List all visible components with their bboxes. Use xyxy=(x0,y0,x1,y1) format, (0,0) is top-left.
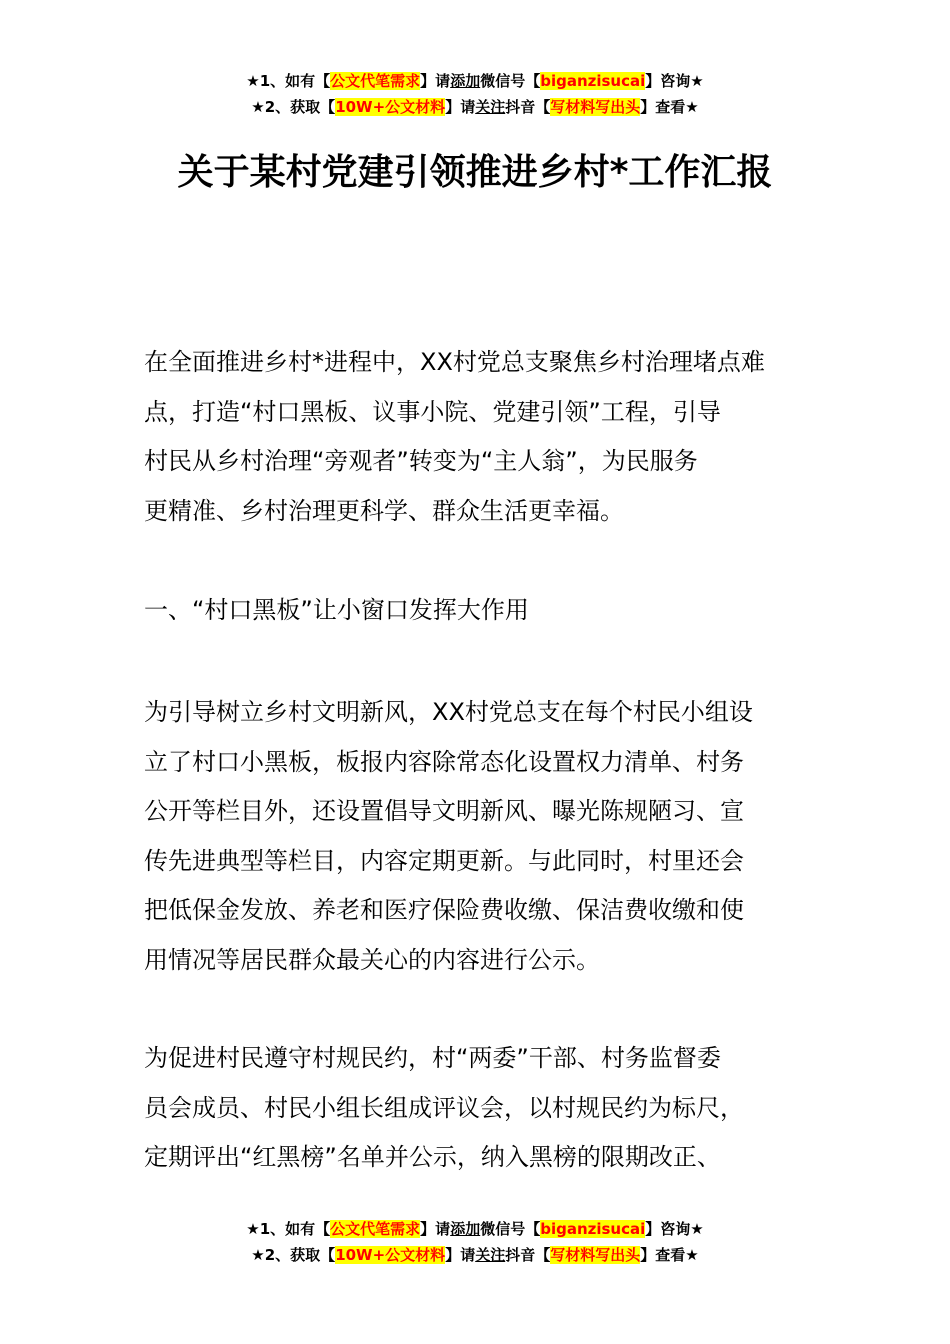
text-line: 员会成员、村民小组长组成评议会，以村规民约为标尺， xyxy=(144,1093,744,1122)
text-line: 把低保金发放、养老和医疗保险费收缴、保洁费收缴和使 xyxy=(144,896,744,924)
banner-underline: 关注 xyxy=(475,1246,506,1264)
banner-highlight: 10W+公文材料 xyxy=(335,1246,446,1264)
banner-douyin-id: 写材料写出头 xyxy=(550,98,641,116)
section-heading xyxy=(144,586,808,636)
text-line: 定期评出“红黑榜”名单并公示，纳入黑榜的限期改正、 xyxy=(144,1143,721,1171)
text-line: 立了村口小黑板，板报内容除常态化设置权力清单、村务 xyxy=(144,747,744,776)
text-line: 在全面推进乡村*进程中，XX村党总支聚焦乡村治理堵点难 xyxy=(144,348,765,376)
text-line: 传先进典型等栏目，内容定期更新。与此同时，村里还会 xyxy=(144,846,744,875)
text-line: 用情况等居民群众最关心的内容进行公示。 xyxy=(144,945,600,974)
banner-line-1: ★1、如有【公文代笔需求】请添加微信号【biganzisucai】咨询★ xyxy=(246,72,704,90)
banner-highlight: 10W+公文材料 xyxy=(335,98,446,116)
banner-highlight: 公文代笔需求 xyxy=(330,1220,421,1238)
text-line: 为促进村民遵守村规民约，村“两委”干部、村务监督委 xyxy=(144,1044,721,1072)
banner-douyin-id: 写材料写出头 xyxy=(550,1246,641,1264)
banner-underline: 关注 xyxy=(475,98,506,116)
banner-line-2: ★2、获取【10W+公文材料】请关注抖音【写材料写出头】查看★ xyxy=(251,98,699,116)
heading-text: 一、“村口黑板”让小窗口发挥大作用 xyxy=(144,596,529,624)
banner-underline: 添加 xyxy=(450,1220,481,1238)
paragraph-village-rules xyxy=(144,1034,808,1183)
header-banner xyxy=(0,68,950,120)
paragraph-intro xyxy=(144,338,808,536)
paragraph-blackboard xyxy=(144,688,808,985)
banner-highlight: 公文代笔需求 xyxy=(330,72,421,90)
text-line: 更精准、乡村治理更科学、群众生活更幸福。 xyxy=(144,496,624,525)
document-title: 关于某村党建引领推进乡村*工作汇报 xyxy=(177,152,773,193)
banner-wechat-id: biganzisucai xyxy=(540,1220,646,1238)
text-line: 为引导树立乡村文明新风，XX村党总支在每个村民小组设 xyxy=(144,698,753,726)
banner-wechat-id: biganzisucai xyxy=(540,72,646,90)
banner-underline: 添加 xyxy=(450,72,481,90)
banner-line-2: ★2、获取【10W+公文材料】请关注抖音【写材料写出头】查看★ xyxy=(251,1246,699,1264)
text-line: 公开等栏目外，还设置倡导文明新风、曝光陈规陋习、宣 xyxy=(144,797,744,825)
text-line: 村民从乡村治理“旁观者”转变为“主人翁”，为民服务 xyxy=(144,447,698,475)
banner-line-1: ★1、如有【公文代笔需求】请添加微信号【biganzisucai】咨询★ xyxy=(246,1220,704,1238)
footer-banner xyxy=(0,1216,950,1268)
text-line: 点，打造“村口黑板、议事小院、党建引领”工程，引导 xyxy=(144,397,721,426)
